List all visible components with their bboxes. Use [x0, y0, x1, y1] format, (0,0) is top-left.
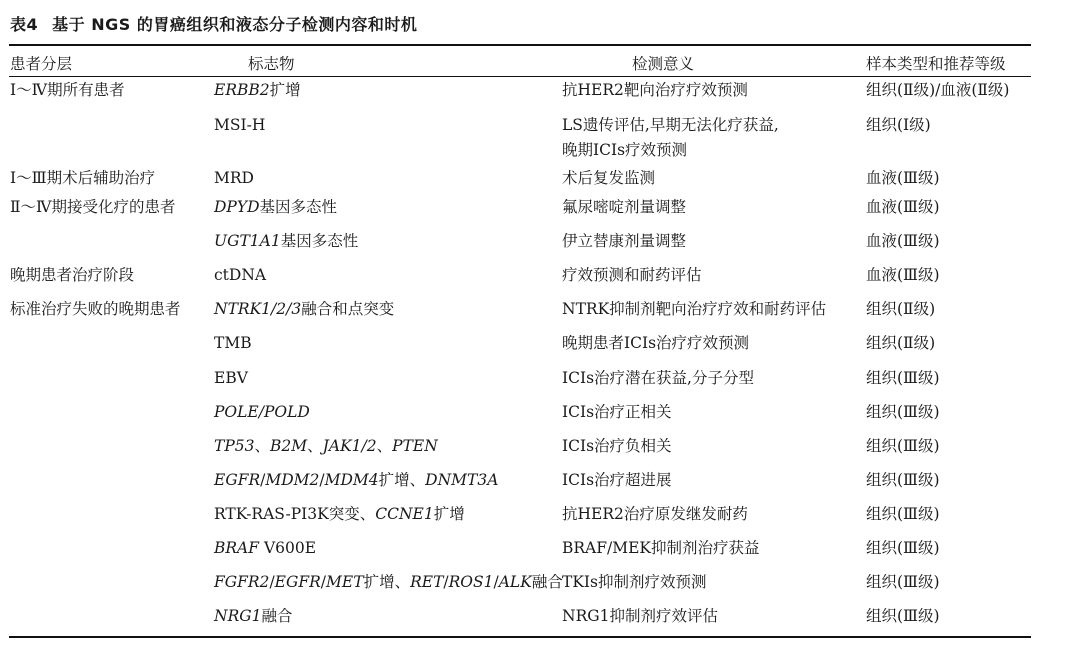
- cell-significance: 抗HER2靶向治疗疗效预测: [562, 81, 748, 99]
- cell-sample-grade: 组织(Ⅲ级): [866, 403, 940, 421]
- cell-significance: BRAF/MEK抑制剂治疗获益: [562, 539, 760, 557]
- cell-significance: ICIs治疗负相关: [562, 437, 672, 455]
- cell-marker: TP53、B2M、JAK1/2、PTEN: [214, 437, 438, 455]
- header-sample-type: 样本类型和推荐等级: [866, 55, 1006, 73]
- cell-sample-grade: 组织(Ⅲ级): [866, 607, 940, 625]
- cell-significance: TKIs抑制剂疗效预测: [562, 573, 707, 591]
- cell-marker: ERBB2扩增: [214, 81, 301, 99]
- top-rule: [9, 44, 1031, 46]
- cell-marker: UGT1A1基因多态性: [214, 232, 359, 250]
- cell-significance: ICIs治疗潜在获益,分子分型: [562, 369, 754, 387]
- cell-significance: ICIs治疗正相关: [562, 403, 672, 421]
- bottom-rule: [9, 636, 1031, 638]
- cell-significance: 伊立替康剂量调整: [562, 232, 687, 250]
- cell-marker: NRG1融合: [214, 607, 293, 625]
- cell-significance: ICIs治疗超进展: [562, 471, 672, 489]
- cell-sample-grade: 组织(Ⅰ级): [866, 116, 931, 134]
- cell-significance: 氟尿嘧啶剂量调整: [562, 198, 687, 216]
- cell-marker: MSI-H: [214, 116, 266, 134]
- header-rule: [9, 76, 1031, 77]
- header-marker: 标志物: [248, 55, 295, 73]
- cell-sample-grade: 血液(Ⅲ级): [866, 198, 940, 216]
- cell-sample-grade: 组织(Ⅲ级): [866, 573, 940, 591]
- cell-sample-grade: 组织(Ⅲ级): [866, 539, 940, 557]
- cell-marker: TMB: [214, 334, 252, 352]
- cell-sample-grade: 组织(Ⅱ级)/血液(Ⅱ级): [866, 81, 1010, 99]
- cell-patient-group: Ⅰ～Ⅲ期术后辅助治疗: [10, 169, 156, 187]
- cell-significance: 疗效预测和耐药评估: [562, 266, 702, 284]
- cell-patient-group: 标准治疗失败的晚期患者: [10, 300, 181, 318]
- cell-sample-grade: 血液(Ⅲ级): [866, 232, 940, 250]
- cell-sample-grade: 血液(Ⅲ级): [866, 266, 940, 284]
- cell-sample-grade: 组织(Ⅱ级): [866, 300, 936, 318]
- cell-patient-group: Ⅰ～Ⅳ期所有患者: [10, 81, 125, 99]
- header-patient-stratification: 患者分层: [10, 55, 73, 73]
- cell-sample-grade: 组织(Ⅲ级): [866, 369, 940, 387]
- cell-significance: LS遗传评估,早期无法化疗获益, 晚期ICIs疗效预测: [562, 116, 779, 159]
- table-caption: [10, 12, 417, 35]
- cell-sample-grade: 组织(Ⅲ级): [866, 471, 940, 489]
- cell-significance: 晚期患者ICIs治疗疗效预测: [562, 334, 750, 352]
- cell-significance: NRG1抑制剂疗效评估: [562, 607, 718, 625]
- table-number: 表4: [10, 15, 39, 34]
- cell-marker: FGFR2/EGFR/MET扩增、RET/ROS1/ALK融合: [214, 573, 563, 591]
- cell-significance: 术后复发监测: [562, 169, 656, 187]
- cell-sample-grade: 血液(Ⅲ级): [866, 169, 940, 187]
- cell-marker: MRD: [214, 169, 254, 187]
- cell-marker: ctDNA: [214, 266, 267, 284]
- cell-marker: EBV: [214, 369, 248, 387]
- cell-sample-grade: 组织(Ⅲ级): [866, 437, 940, 455]
- cell-patient-group: Ⅱ～Ⅳ期接受化疗的患者: [10, 198, 176, 216]
- cell-marker: POLE/POLD: [214, 403, 310, 421]
- cell-sample-grade: 组织(Ⅲ级): [866, 505, 940, 523]
- cell-significance: 抗HER2治疗原发继发耐药: [562, 505, 748, 523]
- header-significance: 检测意义: [632, 55, 695, 73]
- cell-significance: NTRK抑制剂靶向治疗疗效和耐药评估: [562, 300, 827, 318]
- cell-sample-grade: 组织(Ⅱ级): [866, 334, 936, 352]
- cell-marker: NTRK1/2/3融合和点突变: [214, 300, 395, 318]
- cell-marker: EGFR/MDM2/MDM4扩增、DNMT3A: [214, 471, 499, 489]
- cell-patient-group: 晚期患者治疗阶段: [10, 266, 135, 284]
- table-title: 基于 NGS 的胃癌组织和液态分子检测内容和时机: [52, 15, 418, 34]
- cell-marker: BRAF V600E: [214, 539, 317, 557]
- cell-marker: RTK-RAS-PI3K突变、CCNE1扩增: [214, 505, 465, 523]
- cell-marker: DPYD基因多态性: [214, 198, 338, 216]
